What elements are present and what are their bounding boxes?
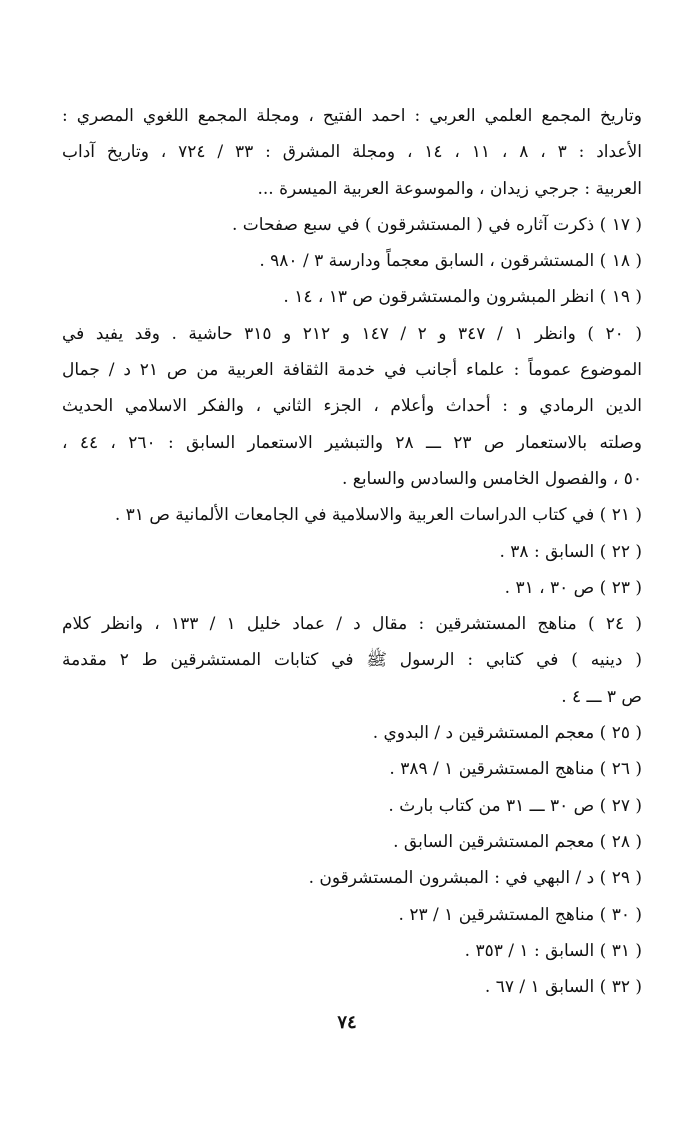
- footnote-28: ( ٢٨ ) معجم المستشرقين السابق .: [393, 831, 642, 852]
- footnote-25: ( ٢٥ ) معجم المستشرقين د / البدوي .: [372, 723, 642, 744]
- footnote-30: ( ٣٠ ) مناهج المستشرقين ١ / ٢٣ .: [398, 904, 642, 925]
- footnote-21: ( ٢١ ) في كتاب الدراسات العربية والاسلامية في الجامعات الألمانية ص ٣١ .: [114, 505, 642, 526]
- footnote-20-cont-1: الموضوع عموماً : علماء أجانب في خدمة الثقافة العربية من ص ٢١ د / جمال: [62, 360, 642, 381]
- footnote-20-cont-4: ٥٠ ، والفصول الخامس والسادس والسابع .: [341, 468, 642, 489]
- footnote-20: ( ٢٠ ) وانظر ١ / ٣٤٧ و ٢ / ١٤٧ و ٢١٢ و ٣١٥ حاشية . وقد يفيد في: [62, 323, 642, 344]
- footnote-24-cont-1: ( دينيه ) في كتابي : الرسول ﷺ في كتابات المستشرقين ط ٢ مقدمة: [62, 650, 642, 671]
- footnote-18: ( ١٨ ) المستشرقون ، السابق معجماً ودارسة ٣ / ٩٨٠ .: [259, 251, 642, 272]
- footnote-24: ( ٢٤ ) مناهج المستشرقين : مقال د / عماد خليل ١ / ١٣٣ ، وانظر كلام: [62, 614, 642, 635]
- footnote-22: ( ٢٢ ) السابق : ٣٨ .: [499, 541, 642, 562]
- footnote-17: ( ١٧ ) ذكرت آثاره في ( المستشرقون ) في سبع صفحات .: [231, 214, 642, 235]
- footnote-26: ( ٢٦ ) مناهج المستشرقين ١ / ٣٨٩ .: [389, 759, 642, 780]
- text-line-2: الأعداد : ٣ ، ٨ ، ١١ ، ١٤ ، ومجلة المشرق : ٣٣ / ٧٢٤ ، وتاريخ آداب: [62, 142, 642, 163]
- footnote-19: ( ١٩ ) انظر المبشرون والمستشرقون ص ١٣ ، ١٤ .: [283, 287, 642, 308]
- text-line-3: العربية : جرجي زيدان ، والموسوعة العربية الميسرة ...: [257, 178, 642, 199]
- footnote-27: ( ٢٧ ) ص ٣٠ ـــ ٣١ من كتاب بارث .: [388, 795, 642, 816]
- text-line-1: وتاريخ المجمع العلمي العربي : احمد الفتيح ، ومجلة المجمع اللغوي المصري :: [62, 106, 642, 126]
- footnote-24-cont-2: ص ٣ ـــ ٤ .: [561, 686, 642, 707]
- page-number: ٧٤: [337, 1012, 357, 1033]
- footnote-20-cont-2: الدين الرمادي و : أحداث وأعلام ، الجزء الثاني ، والفكر الاسلامي الحديث: [62, 396, 642, 417]
- footnotes-text: [62, 98, 642, 1005]
- footnote-29: ( ٢٩ ) د / البهي في : المبشرون المستشرقون .: [308, 868, 642, 889]
- footnote-31: ( ٣١ ) السابق : ١ / ٣٥٣ .: [464, 940, 642, 961]
- footnote-32: ( ٣٢ ) السابق ١ / ٦٧ .: [484, 977, 642, 998]
- footnote-23: ( ٢٣ ) ص ٣٠ ، ٣١ .: [504, 577, 642, 598]
- footnote-20-cont-3: وصلته بالاستعمار ص ٢٣ ـــ ٢٨ والتبشير الاستعمار السابق : ٢٦٠ ، ٤٤ ،: [62, 432, 642, 453]
